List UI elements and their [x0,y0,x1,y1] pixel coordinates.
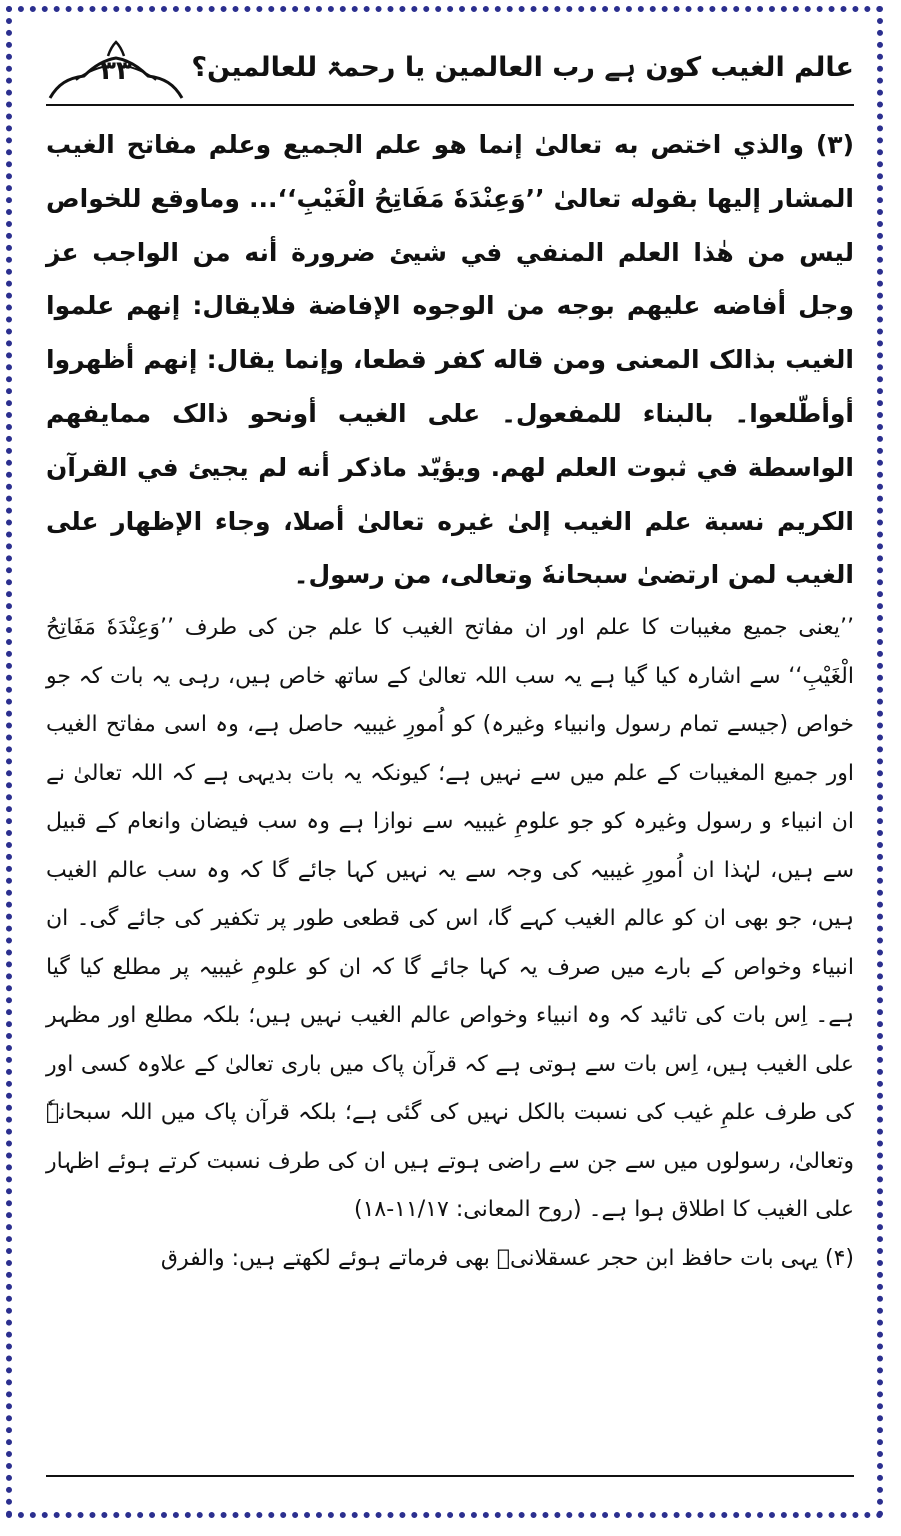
page-body [46,118,854,1283]
page-header [46,36,854,106]
arabic-paragraph: (۳) والذي اختص به تعالىٰ إنما هو علم الجميع وعلم مفاتح الغيب المشار إليها بقوله تعالىٰ ’’وَعِنْدَهٗ مَفَاتِحُ الْغَيْبِ‘‘... وماوقع للخواص ليس من هٰذا العلم المنفي في شيئ ضرورة أنه من الواجب عز وجل أفاضه عليهم بوجه من الوجوه الإفاضة فلايقال: إنهم علموا الغيب بذالک المعنى ومن قاله كفر قطعا، وإنما يقال: إنهم أظهروا أوأطّلعوا۔ بالبناء للمفعول۔ على الغيب أونحو ذالک ممايفهم الواسطة في ثبوت العلم لهم. ويؤيّد ماذكر أنه لم يجيئ في القرآن الكريم نسبة علم الغيب إلىٰ غيره تعالىٰ أصلا، وجاء الإظهار على الغيب لمن ارتضىٰ سبحانهٗ وتعالى، من رسول۔ [46,130,854,590]
page-number-badge [46,36,186,100]
urdu-paragraph-next: (۴) یہی بات حافظ ابن حجر عسقلانیؒ بھی فرماتے ہوئے لکھتے ہیں: والفرق [160,1245,854,1271]
urdu-paragraph: ’’یعنی جمیع مغیبات کا علم اور ان مفاتح الغیب کا علم جن کی طرف ’’وَعِنْدَهٗ مَفَاتِحُ الْغَيْبِ‘‘ سے اشارہ کیا گیا ہے یہ سب اللہ تعالیٰ کے ساتھ خاص ہیں، رہی یہ بات کہ جو خواص (جیسے تمام رسول وانبیاء وغیرہ) کو اُمورِ غیبیہ حاصل ہے، وہ اسی مفاتح الغیب اور جمیع المغیبات کے علم میں سے نہیں ہے؛ کیونکہ یہ بات بدیہی ہے کہ اللہ تعالیٰ نے ان انبیاء و رسول وغیرہ کو جو علومِ غیبیہ سے نوازا ہے وہ سب فیضان وانعام کے قبیل سے ہیں، لہٰذا ان اُمورِ غیبیہ کی وجہ سے یہ نہیں کہا جائے گا کہ وہ سب عالم الغیب ہیں، جو بھی ان کو عالم الغیب کہے گا، اس کی قطعی طور پر تکفیر کی جائے گی۔ ان انبیاء وخواص کے بارے میں صرف یہ کہا جائے گا کہ ان کو علومِ غیبیہ پر مطلع کیا گیا ہے۔ اِس بات کی تائید کہ وہ انبیاء وخواص عالم الغیب نہیں ہیں؛ بلکہ مطلع اور مظہر علی الغیب ہیں، اِس بات سے ہوتی ہے کہ قرآن پاک میں باری تعالیٰ کے علاوہ کسی اور کی طرف علمِ غیب کی نسبت بالکل نہیں کی گئی ہے؛ بلکہ قرآن پاک میں اللہ سبحانہٗ وتعالیٰ، رسولوں میں سے جن سے راضی ہوتے ہیں ان کی طرف نسبت کرتے ہوئے اظہار علی الغیب کا اطلاق ہوا ہے۔ (روح المعانی: ۱۱/۱۷-۱۸) [46,615,854,1223]
page-title: عالم الغیب کون ہے رب العالمین یا رحمۃ للعالمین؟ [191,52,854,83]
header-divider [46,104,854,106]
footer-divider [46,1475,854,1477]
page-number: ۳۳ [100,56,132,86]
